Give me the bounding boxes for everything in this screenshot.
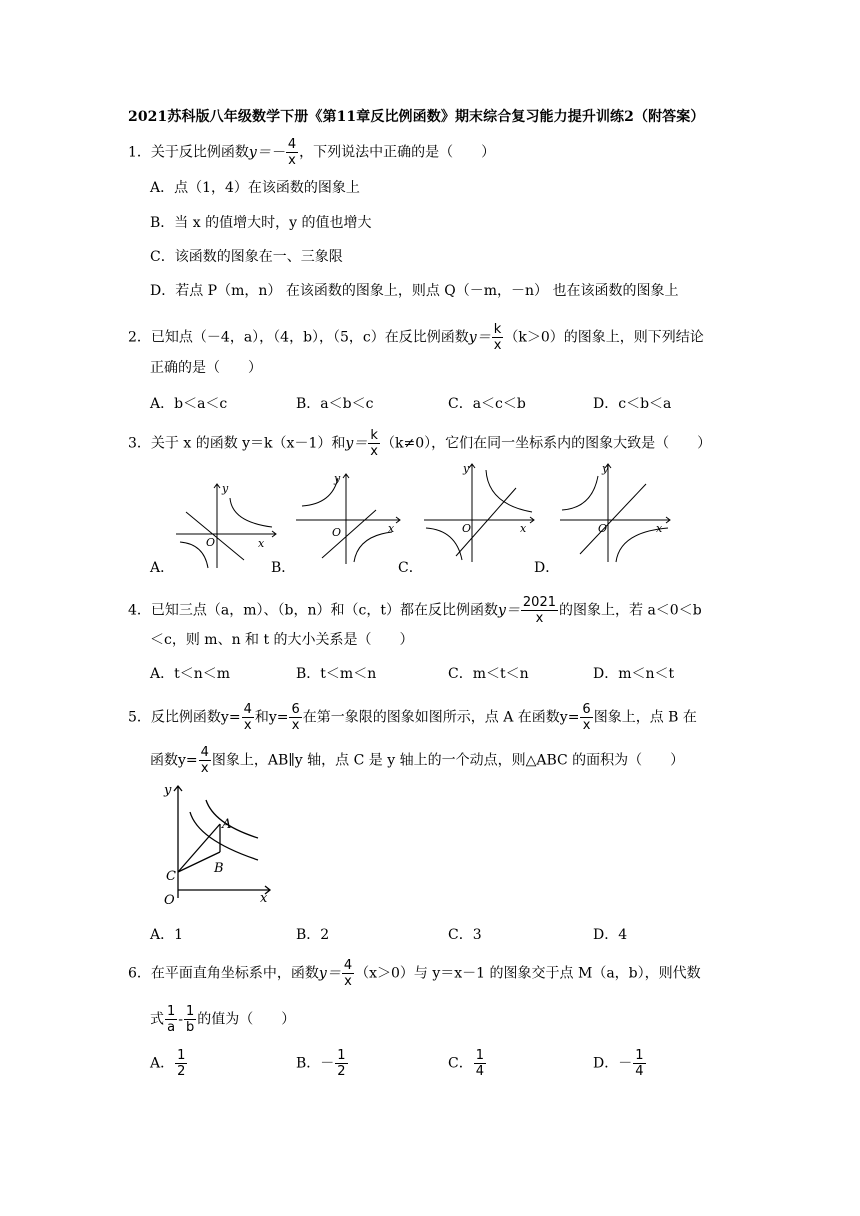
q6-fraction: $\frac{4}{x}$ [343,958,353,989]
q5-option-a: A．1 [150,927,184,943]
q5-option-c: C．3 [448,927,482,943]
svg-text:x: x [260,891,268,906]
q2-option-b: B．a＜b＜c [296,396,374,412]
q3-fraction: $\frac{k}{x}$ [370,428,378,459]
q3-option-c: C． [398,560,423,576]
q5-figure [158,780,278,906]
q2-option-a: A．b＜a＜c [150,396,228,412]
svg-text:y: y [222,482,229,495]
q6-stem-line2: 式 $\frac{1}{a}$ - $\frac{1}{b}$ 的值为（ ） [150,1004,296,1035]
svg-text:y: y [463,462,470,475]
q1-option-b: B．当 x 的值增大时，y 的值也增大 [150,215,372,231]
q3-graph-b [292,470,404,566]
q1-stem-pre: 1．关于反比例函数 [128,144,249,161]
q4-fraction: $\frac{2021}{x}$ [522,595,556,626]
q4-option-a: A．t＜n＜m [150,666,231,682]
q6-option-d: D．－ $\frac{1}{4}$ [593,1048,644,1079]
q4-option-c: C．m＜t＜n [448,666,529,682]
q3-option-d: D． [534,560,560,576]
q3-graph-a [172,478,282,570]
q1-eq: y＝－ [248,144,285,161]
q3-option-b: B． [271,560,296,576]
q6-option-b: B．－ $\frac{1}{2}$ [296,1048,346,1079]
svg-text:x: x [388,522,395,535]
q3-stem: 3．关于 x 的函数 y＝k（x－1）和y＝ $\frac{k}{x}$ （k≠0），它们在同一坐标系内的图象大致是（ ） [128,428,712,459]
svg-text:x: x [258,537,265,550]
svg-text:O: O [462,522,472,535]
svg-text:O: O [164,893,175,906]
q3-graph-c [420,460,540,564]
q5-stem-line2: 函数y= $\frac{4}{x}$ 图象上，AB∥y 轴，点 C 是 y 轴上的一个动点，则△ABC 的面积为（ ） [150,745,685,776]
q6-stem: 6．在平面直角坐标系中，函数y＝ $\frac{4}{x}$ （x＞0）与 y＝x－1 的图象交于点 M（a，b），则代数 [128,958,701,989]
q2-fraction: $\frac{k}{x}$ [493,322,502,353]
q1-option-d: D．若点 P（m，n） 在该函数的图象上，则点 Q（－m，－n） 也在该函数的图象上 [150,283,679,299]
q1-fraction: $\frac{4}{x}$ [287,137,297,168]
q1-option-a: A．点（1，4）在该函数的图象上 [150,180,360,196]
q3-graph-d [556,460,676,564]
svg-text:O: O [332,526,342,539]
q2-option-c: C．a＜c＜b [448,396,526,412]
q4-stem: 4．已知三点（a，m）、（b，n）和（c，t）都在反比例函数y＝ $\frac{2021}{x}$ 的图象上，若 a＜0＜b [128,595,702,626]
q5-option-d: D．4 [593,927,628,943]
q4-option-b: B．t＜m＜n [296,666,377,682]
svg-text:y: y [602,462,609,475]
q1-stem [128,137,495,168]
q5-stem: 5．反比例函数y= $\frac{4}{x}$ 和y= $\frac{6}{x}$ 在第一象限的图象如图所示，点 A 在函数y= $\frac{6}{x}$ 图象上，点 B 在 [128,702,697,733]
svg-text:y: y [334,472,341,485]
svg-text:C: C [166,869,176,884]
q4-stem-line2: ＜c，则 m、n 和 t 的大小关系是（ ） [150,632,414,648]
q1-stem-post: ，下列说法中正确的是（ ） [299,144,496,161]
q5-option-b: B．2 [296,927,330,943]
svg-text:O: O [206,536,216,549]
q6-option-c: C． $\frac{1}{4}$ [448,1048,484,1079]
q1-option-c: C．该函数的图象在一、三象限 [150,249,343,265]
q2-stem: 2．已知点（－4，a），（4，b），（5，c）在反比例函数y＝ $\frac{k}{x}$ （k＞0）的图象上，则下列结论 [128,322,704,353]
q6-option-a: A． $\frac{1}{2}$ [150,1048,186,1079]
q3-option-a: A． [150,560,175,576]
svg-text:O: O [598,522,608,535]
svg-text:y: y [164,783,172,798]
q2-stem-line2: 正确的是（ ） [150,360,262,376]
q4-option-d: D．m＜n＜t [593,666,675,682]
q2-option-d: D．c＜b＜a [593,396,672,412]
svg-text:B: B [214,861,224,876]
svg-text:x: x [656,522,663,535]
svg-text:x: x [520,522,527,535]
svg-text:A: A [222,817,232,832]
document-title: 2021苏科版八年级数学下册《第11章反比例函数》期末综合复习能力提升训练2（附答案） [128,109,705,125]
